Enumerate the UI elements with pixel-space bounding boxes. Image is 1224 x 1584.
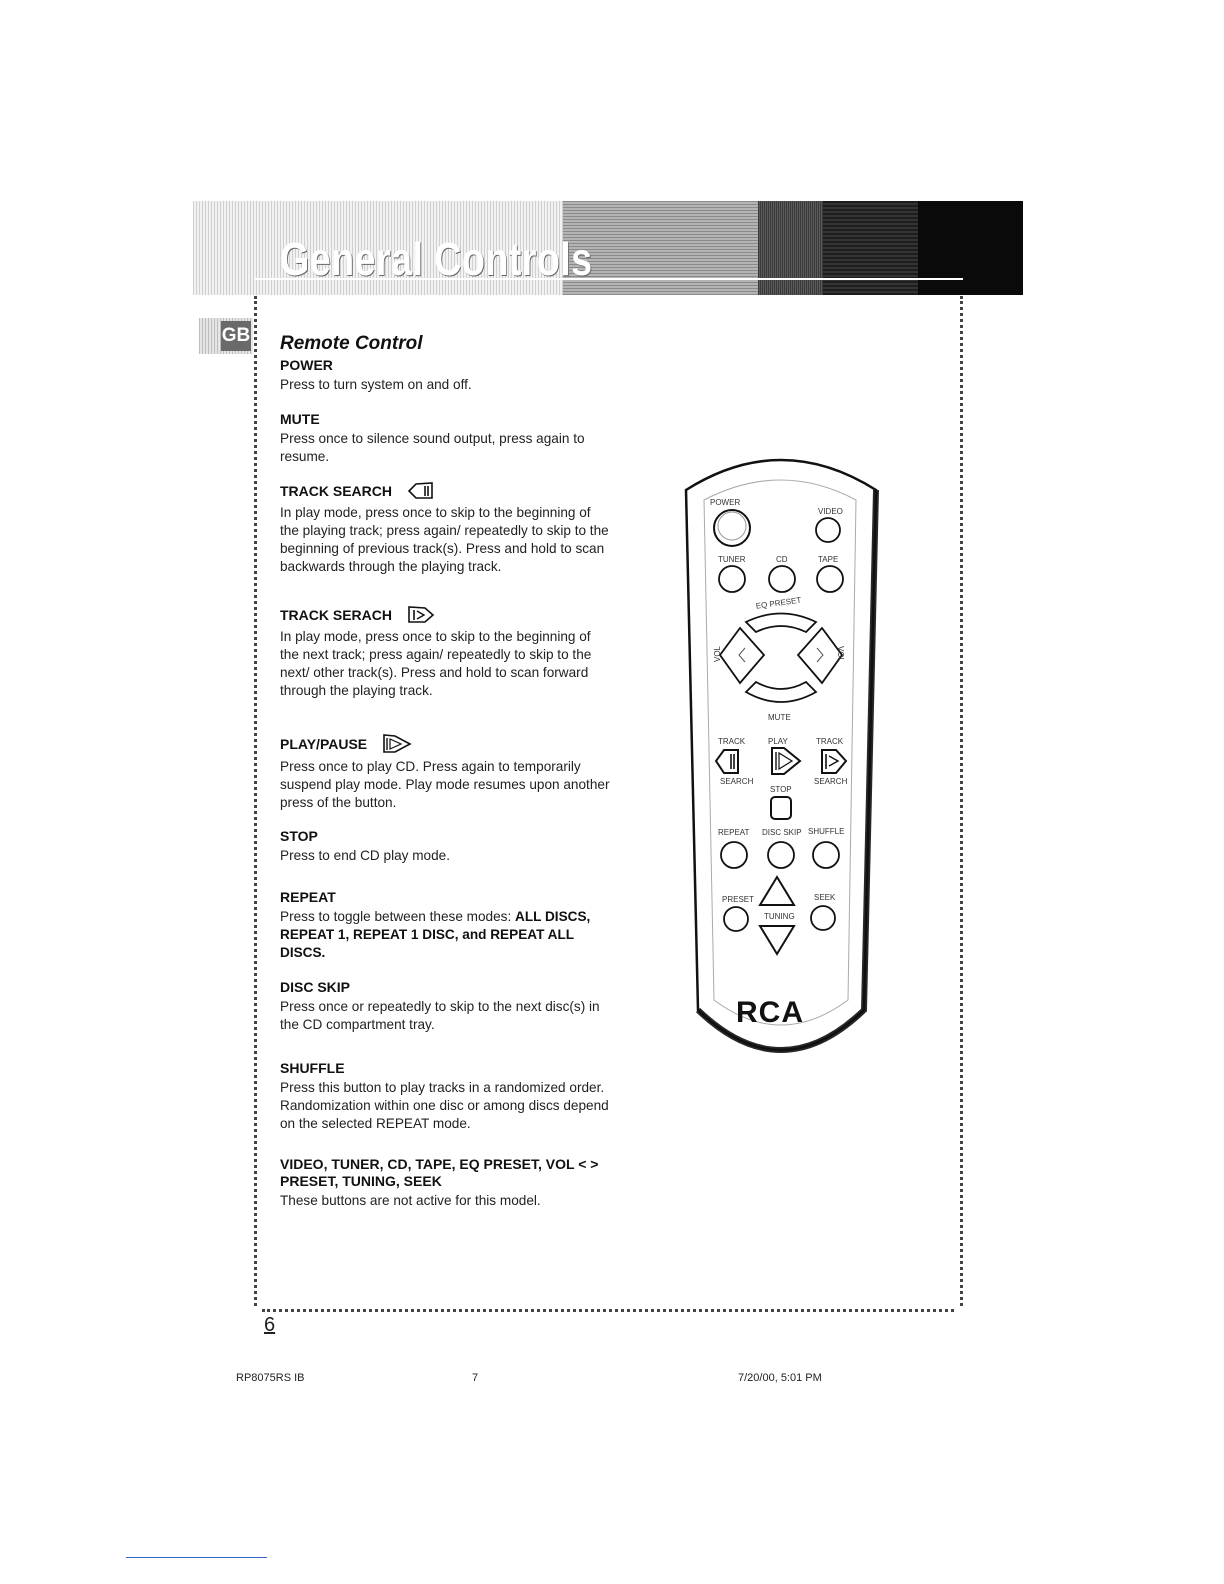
remote-shuffle-button	[813, 842, 839, 868]
remote-label-cd: CD	[776, 555, 788, 564]
remote-label-power: POWER	[710, 498, 741, 507]
remote-tape-button	[817, 566, 843, 592]
entry-text: In play mode, press once to skip to the beginning of the playing track; press again/ repeatedly to skip to the beginning of previous track(s). Press and hold to scan backwards through the playing track.	[280, 505, 609, 574]
remote-label-disc-skip: DISC SKIP	[762, 828, 802, 837]
entry-title: TRACK SERACH	[280, 607, 392, 623]
remote-mute-button	[746, 682, 816, 702]
entry-text: Press once to play CD. Press again to temporarily suspend play mode. Play mode resumes upon another press of the button.	[280, 759, 610, 810]
remote-track-back-button	[716, 750, 738, 773]
entry-text: In play mode, press once to skip to the beginning of the next track; press again/ repeatedly to skip to the next/ other track(s). Press and hold to scan forward through the playing track.	[280, 629, 592, 698]
entry-track-search-forward	[280, 605, 610, 700]
entry-inactive-buttons	[280, 1156, 620, 1210]
remote-play-button	[772, 748, 800, 774]
remote-label-stop: STOP	[770, 785, 792, 794]
entry-title: MUTE	[280, 411, 320, 427]
remote-seek-button	[811, 906, 835, 930]
page-number: 6	[264, 1314, 276, 1336]
track-search-forward-icon	[406, 605, 436, 625]
footer-sheet-number: 7	[472, 1372, 479, 1384]
entry-text: Press to turn system on and off.	[280, 377, 472, 392]
remote-vol-left-button	[720, 628, 764, 683]
remote-label-vol-left: VOL	[713, 645, 722, 662]
entry-repeat	[280, 889, 610, 962]
section-title: Remote Control	[280, 333, 423, 354]
entry-power	[280, 357, 610, 394]
remote-stop-button	[771, 797, 791, 819]
remote-control-illustration	[676, 450, 886, 1080]
entry-title: STOP	[280, 828, 318, 844]
entry-title: TRACK SEARCH	[280, 483, 392, 499]
page-title: General Controls	[280, 233, 593, 285]
remote-track-forward-button	[822, 750, 846, 773]
remote-label-tuner: TUNER	[718, 555, 746, 564]
remote-label-shuffle: SHUFFLE	[808, 827, 845, 836]
entry-title-2: PRESET, TUNING, SEEK	[280, 1173, 442, 1189]
entry-title: VIDEO, TUNER, CD, TAPE, EQ PRESET, VOL < >	[280, 1156, 599, 1172]
remote-repeat-button	[721, 842, 747, 868]
entry-text-bold: ALL DISCS, REPEAT 1, REPEAT 1 DISC, and REPEAT ALL DISCS.	[280, 909, 591, 960]
remote-tuning-up-button	[760, 877, 794, 905]
remote-eq-preset-button	[746, 614, 816, 633]
entry-track-search-back	[280, 481, 610, 576]
language-tab-label: GB	[221, 321, 251, 351]
remote-tuning-down-button	[760, 926, 794, 954]
remote-label-tape: TAPE	[818, 555, 839, 564]
footer-doc-id: RP8075RS IB	[236, 1372, 305, 1384]
remote-label-video: VIDEO	[818, 507, 843, 516]
entry-title: POWER	[280, 357, 333, 373]
footer-timestamp: 7/20/00, 5:01 PM	[738, 1372, 822, 1384]
remote-label-seek: SEEK	[814, 893, 836, 902]
entry-text: Press to toggle between these modes:	[280, 909, 512, 924]
frame-right-dotted	[960, 296, 963, 1306]
remote-label-search-left: SEARCH	[720, 777, 754, 786]
remote-label-play: PLAY	[768, 737, 788, 746]
remote-power-button	[714, 510, 750, 546]
entry-title: DISC SKIP	[280, 979, 351, 995]
entry-play-pause	[280, 733, 610, 812]
entry-text: Press this button to play tracks in a randomized order. Randomization within one disc or among discs depend on the selected REPEAT mode.	[280, 1080, 609, 1131]
entry-disc-skip	[280, 979, 610, 1034]
track-search-back-icon	[406, 481, 436, 501]
remote-label-search-right: SEARCH	[814, 777, 848, 786]
entry-title: SHUFFLE	[280, 1060, 345, 1076]
remote-video-button	[816, 518, 840, 542]
remote-label-vol-right: VOL	[836, 646, 845, 663]
entry-title: PLAY/PAUSE	[280, 736, 368, 752]
entry-text: Press to end CD play mode.	[280, 848, 451, 863]
frame-bottom-dotted	[262, 1309, 954, 1312]
remote-label-track-left: TRACK	[718, 737, 746, 746]
remote-label-repeat: REPEAT	[718, 828, 750, 837]
remote-tuner-button	[719, 566, 745, 592]
entry-title: REPEAT	[280, 889, 336, 905]
entry-text: These buttons are not active for this model.	[280, 1193, 541, 1208]
entry-shuffle	[280, 1060, 610, 1133]
remote-vol-right-button	[798, 628, 842, 683]
entry-stop	[280, 828, 610, 865]
entry-text: Press once to silence sound output, press again to resume.	[280, 431, 585, 464]
remote-cd-button	[769, 566, 795, 592]
remote-label-eq-preset: EQ PRESET	[755, 595, 802, 611]
remote-brand-logo: RCA	[736, 996, 804, 1029]
remote-label-tuning: TUNING	[764, 912, 795, 921]
entry-text: Press once or repeatedly to skip to the next disc(s) in the CD compartment tray.	[280, 999, 600, 1032]
remote-label-preset: PRESET	[722, 895, 755, 904]
entry-mute	[280, 411, 610, 466]
play-pause-icon	[381, 733, 413, 755]
language-tab	[199, 318, 253, 354]
remote-label-mute: MUTE	[768, 713, 791, 722]
banner-dark-block	[918, 201, 1023, 295]
remote-preset-button	[724, 907, 748, 931]
bottom-link-line	[126, 1557, 267, 1558]
frame-left-dotted	[254, 296, 257, 1306]
remote-disc-skip-button	[768, 842, 794, 868]
remote-label-track-right: TRACK	[816, 737, 844, 746]
